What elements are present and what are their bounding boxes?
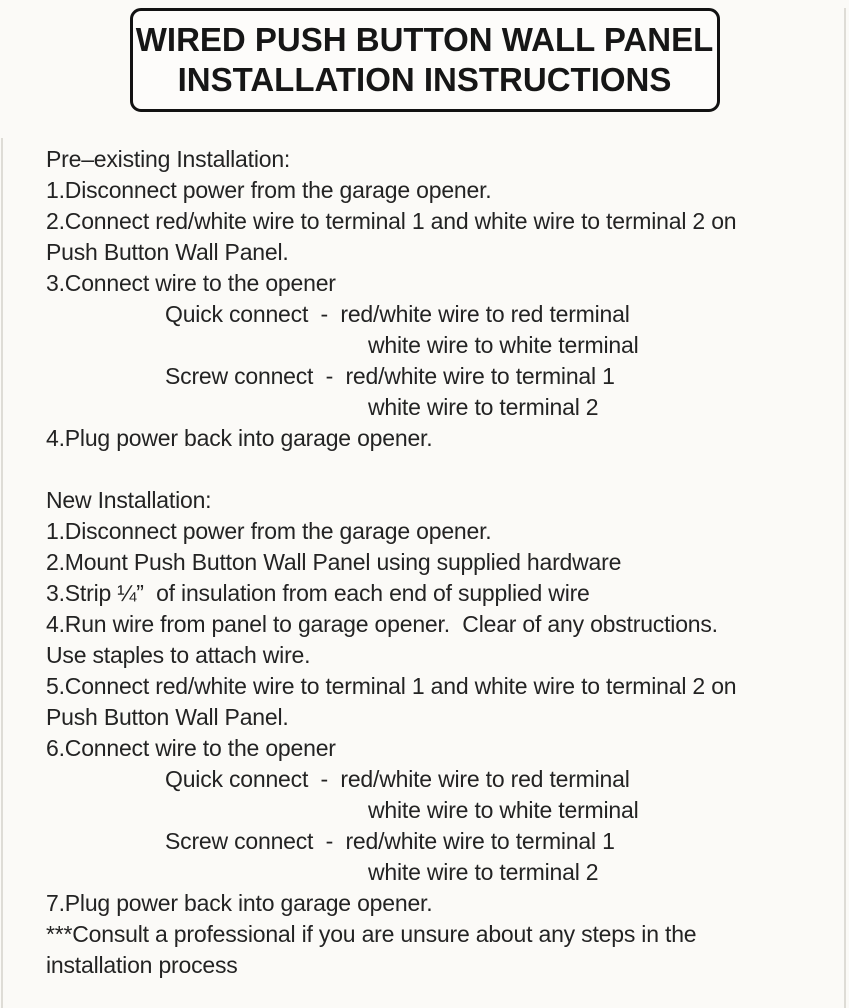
- doc-line: Use staples to attach wire.: [46, 642, 311, 668]
- doc-line: installation process: [46, 952, 238, 978]
- doc-line: Push Button Wall Panel.: [46, 704, 289, 730]
- title-box: [130, 8, 720, 112]
- doc-line: 5.Connect red/white wire to terminal 1 and white wire to terminal 2 on: [46, 673, 737, 699]
- doc-line: Push Button Wall Panel.: [46, 239, 289, 265]
- doc-line: 2.Connect red/white wire to terminal 1 and white wire to terminal 2 on: [46, 208, 737, 234]
- doc-line-quick-connect: Quick connect - red/white wire to red terminal: [165, 301, 630, 327]
- doc-line-consult-note: ***Consult a professional if you are unsure about any steps in the: [46, 921, 697, 947]
- doc-line: 3.Connect wire to the opener: [46, 270, 336, 296]
- doc-line: 4.Plug power back into garage opener.: [46, 425, 433, 451]
- doc-line: white wire to terminal 2: [368, 394, 599, 420]
- doc-line-quick-connect: Quick connect - red/white wire to red terminal: [165, 766, 630, 792]
- doc-line-screw-connect: Screw connect - red/white wire to terminal 1: [165, 828, 615, 854]
- doc-line: 1.Disconnect power from the garage opener.: [46, 177, 492, 203]
- doc-line: 4.Run wire from panel to garage opener. Clear of any obstructions.: [46, 611, 718, 637]
- scan-edge-right: [844, 8, 846, 1008]
- doc-line: white wire to terminal 2: [368, 859, 599, 885]
- doc-line: 7.Plug power back into garage opener.: [46, 890, 433, 916]
- scan-edge-left: [1, 138, 3, 1008]
- doc-line: 1.Disconnect power from the garage opener.: [46, 518, 492, 544]
- instruction-sheet: [0, 8, 849, 1008]
- doc-line: 2.Mount Push Button Wall Panel using supplied hardware: [46, 549, 622, 575]
- doc-line: white wire to white terminal: [368, 797, 639, 823]
- section-heading-pre-existing: Pre–existing Installation:: [46, 146, 291, 172]
- title-line-1: WIRED PUSH BUTTON WALL PANEL: [135, 21, 714, 58]
- section-heading-new-installation: New Installation:: [46, 487, 212, 513]
- doc-line: 6.Connect wire to the opener: [46, 735, 336, 761]
- title-line-2: INSTALLATION INSTRUCTIONS: [177, 61, 672, 98]
- blank-line: [46, 454, 839, 485]
- doc-line: white wire to white terminal: [368, 332, 639, 358]
- doc-line-screw-connect: Screw connect - red/white wire to terminal 1: [165, 363, 615, 389]
- doc-line: 3.Strip ¼” of insulation from each end of supplied wire: [46, 580, 590, 606]
- instructions-body: [0, 144, 849, 981]
